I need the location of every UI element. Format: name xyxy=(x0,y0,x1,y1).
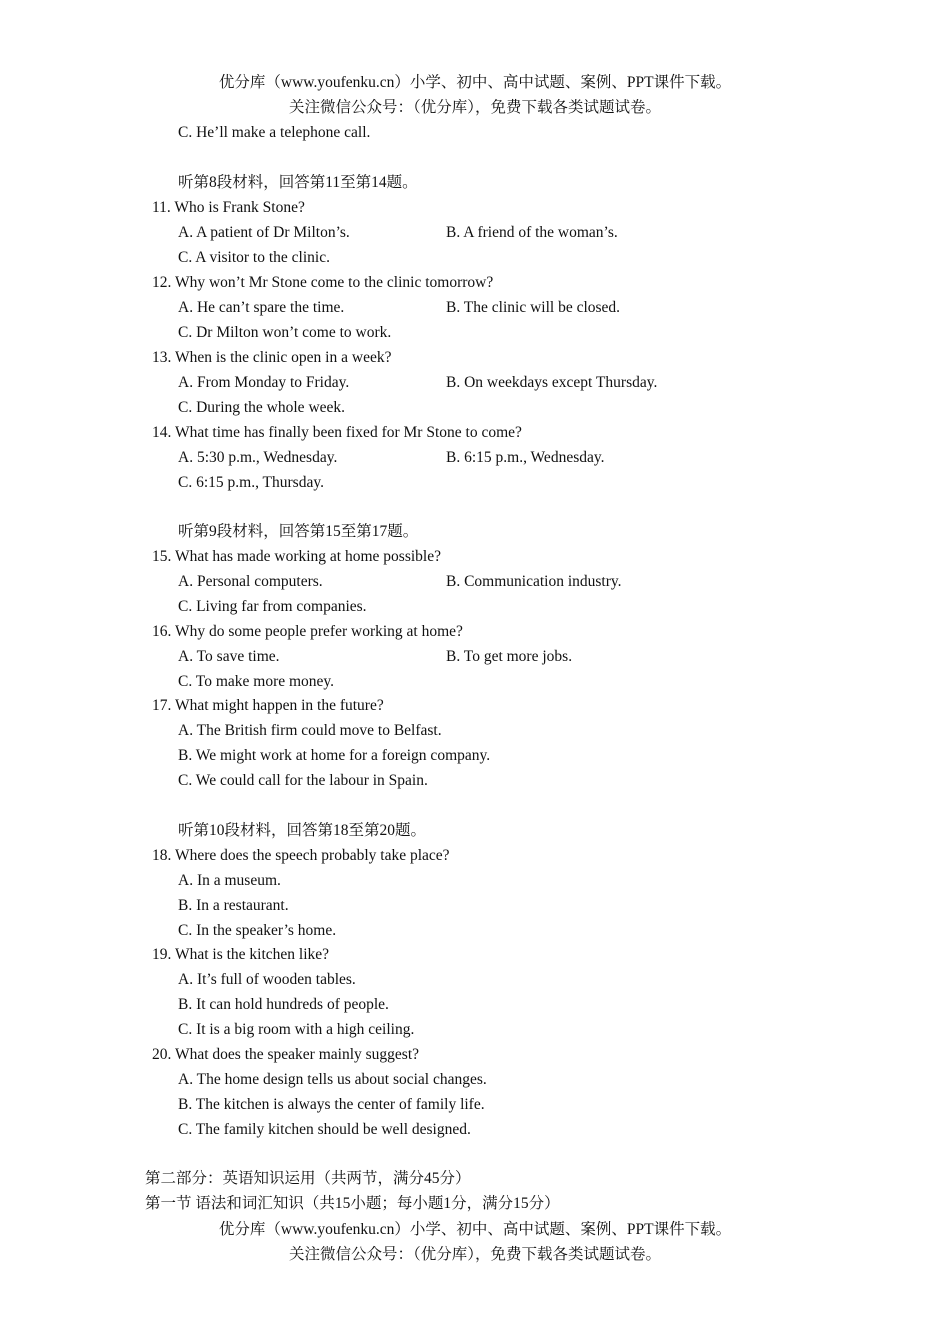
question: 14. What time has finally been fixed for Mr Stone to come? xyxy=(152,424,522,441)
option-a: A. It’s full of wooden tables. xyxy=(178,971,356,988)
question: 11. Who is Frank Stone? xyxy=(152,199,305,216)
option-a: A. He can’t spare the time. xyxy=(178,299,345,316)
question: 15. What has made working at home possible? xyxy=(152,548,441,565)
header-line-2: 关注微信公众号：（优分库），免费下载各类试题试卷。 xyxy=(288,99,661,116)
option-a: A. To save time. xyxy=(178,648,280,665)
header-line-1: 优分库（www.youfenku.cn）小学、初中、高中试题、案例、PPT课件下载。 xyxy=(218,74,732,91)
option-b: B. 6:15 p.m., Wednesday. xyxy=(446,449,605,466)
option-a: A. A patient of Dr Milton’s. xyxy=(178,224,350,241)
section-instruction: 听第9段材料，回答第15至第17题。 xyxy=(178,523,419,540)
option-a: A. In a museum. xyxy=(178,872,281,889)
option-c: C. Living far from companies. xyxy=(178,598,367,615)
part2-title: 第二部分：英语知识运用（共两节，满分45分） xyxy=(145,1170,471,1187)
question: 17. What might happen in the future? xyxy=(152,697,384,714)
question: 12. Why won’t Mr Stone come to the clinic tomorrow? xyxy=(152,274,494,291)
option-c: C. A visitor to the clinic. xyxy=(178,249,330,266)
option-b: B. In a restaurant. xyxy=(178,897,289,914)
carryover-option: C. He’ll make a telephone call. xyxy=(178,124,371,141)
option-a: A. 5:30 p.m., Wednesday. xyxy=(178,449,338,466)
option-c: C. Dr Milton won’t come to work. xyxy=(178,324,392,341)
option-b: B. On weekdays except Thursday. xyxy=(446,374,658,391)
option-c: C. During the whole week. xyxy=(178,399,346,416)
question: 13. When is the clinic open in a week? xyxy=(152,349,392,366)
option-a: A. The home design tells us about social changes. xyxy=(178,1071,487,1088)
question: 19. What is the kitchen like? xyxy=(152,946,330,963)
question: 16. Why do some people prefer working at home? xyxy=(152,623,463,640)
question: 20. What does the speaker mainly suggest? xyxy=(152,1046,420,1063)
option-b: B. To get more jobs. xyxy=(446,648,573,665)
footer-line-1: 优分库（www.youfenku.cn）小学、初中、高中试题、案例、PPT课件下载。 xyxy=(218,1221,732,1238)
option-b: B. The kitchen is always the center of family life. xyxy=(178,1096,485,1113)
option-b: B. The clinic will be closed. xyxy=(446,299,621,316)
option-c: C. In the speaker’s home. xyxy=(178,922,337,939)
option-c: C. We could call for the labour in Spain. xyxy=(178,772,428,789)
option-b: B. It can hold hundreds of people. xyxy=(178,996,389,1013)
option-a: A. From Monday to Friday. xyxy=(178,374,350,391)
option-c: C. It is a big room with a high ceiling. xyxy=(178,1021,415,1038)
option-a: A. Personal computers. xyxy=(178,573,323,590)
option-c: C. 6:15 p.m., Thursday. xyxy=(178,474,324,491)
footer-line-2: 关注微信公众号：（优分库），免费下载各类试题试卷。 xyxy=(288,1246,661,1263)
option-c: C. To make more money. xyxy=(178,673,335,690)
option-c: C. The family kitchen should be well designed. xyxy=(178,1121,471,1138)
part2-section1-title: 第一节 语法和词汇知识（共15小题；每小题1分，满分15分） xyxy=(145,1195,560,1212)
option-b: B. We might work at home for a foreign company. xyxy=(178,747,491,764)
option-b: B. A friend of the woman’s. xyxy=(446,224,618,241)
question: 18. Where does the speech probably take place? xyxy=(152,847,450,864)
option-a: A. The British firm could move to Belfast. xyxy=(178,722,442,739)
option-b: B. Communication industry. xyxy=(446,573,622,590)
section-instruction: 听第8段材料，回答第11至第14题。 xyxy=(178,174,418,191)
section-instruction: 听第10段材料，回答第18至第20题。 xyxy=(178,822,427,839)
